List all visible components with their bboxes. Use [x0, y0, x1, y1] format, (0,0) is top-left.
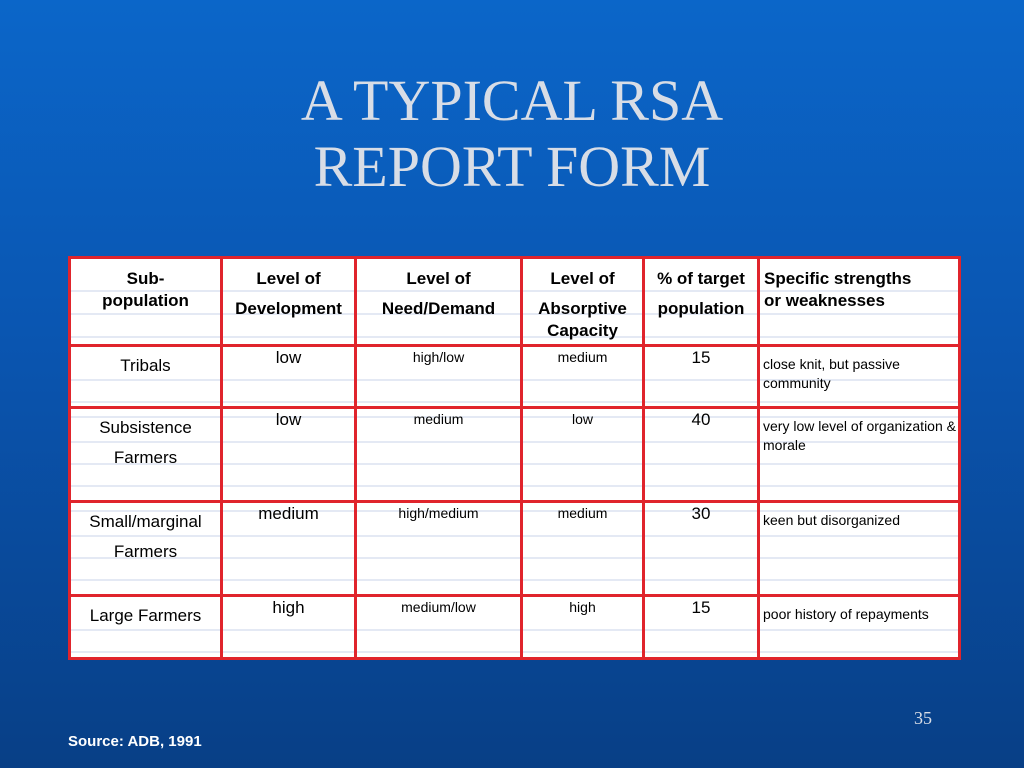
target-value: 30 [691, 504, 711, 523]
subpopulation-name: Small/marginal [89, 512, 202, 531]
cell-development [222, 596, 356, 659]
header-capacity-line2: Absorptive [538, 299, 627, 318]
cell-need [356, 502, 522, 596]
cell-target [644, 346, 759, 408]
capacity-value: medium [557, 505, 608, 521]
cell-notes [759, 346, 960, 408]
cell-target [644, 502, 759, 596]
header-need-demand [356, 258, 522, 346]
header-need-line2: Need/Demand [381, 299, 496, 318]
table-row [70, 596, 960, 659]
cell-development [222, 408, 356, 502]
need-value: medium/low [401, 599, 476, 615]
source-citation: Source: ADB, 1991 [68, 733, 202, 750]
notes-value: close knit, but passive community [763, 356, 900, 391]
subpopulation-name: Large Farmers [89, 606, 202, 625]
target-value: 15 [691, 598, 711, 617]
header-strengths-weaknesses [759, 258, 960, 346]
header-development-line2: Development [235, 299, 342, 318]
notes-value: keen but disorganized [763, 512, 900, 528]
subpopulation-name-line2: Farmers [113, 448, 178, 467]
cell-development [222, 346, 356, 408]
title-line-2: REPORT FORM [313, 134, 711, 199]
subpopulation-name: Tribals [120, 356, 171, 375]
cell-notes [759, 408, 960, 502]
need-value: high/low [412, 349, 465, 365]
table-row [70, 408, 960, 502]
table-row [70, 502, 960, 596]
cell-target [644, 408, 759, 502]
cell-development [222, 502, 356, 596]
header-subpopulation [70, 258, 222, 346]
subpopulation-name-line2: Farmers [113, 542, 178, 561]
capacity-value: medium [557, 349, 608, 365]
header-target-line1: % of target [657, 269, 745, 288]
cell-subpopulation [70, 408, 222, 502]
need-value: medium [413, 411, 464, 427]
header-strengths-line2: or weaknesses [764, 291, 885, 310]
cell-target [644, 596, 759, 659]
subpopulation-name: Subsistence [99, 418, 192, 437]
development-value: low [275, 410, 302, 429]
development-value: low [275, 348, 302, 367]
notes-value: very low level of organization & morale [763, 418, 956, 453]
header-capacity-line1: Level of [550, 269, 615, 288]
target-value: 40 [691, 410, 711, 429]
header-strengths-line1: Specific strengths [764, 269, 912, 288]
need-value: high/medium [398, 505, 479, 521]
header-target-line2: population [657, 299, 745, 318]
table-header-row [70, 258, 960, 346]
cell-subpopulation [70, 346, 222, 408]
cell-subpopulation [70, 596, 222, 659]
cell-notes [759, 596, 960, 659]
capacity-value: low [571, 411, 593, 427]
header-need-line1: Level of [406, 269, 471, 288]
header-development-line1: Level of [256, 269, 321, 288]
header-absorptive-capacity [522, 258, 644, 346]
cell-capacity [522, 346, 644, 408]
table-row [70, 346, 960, 408]
cell-capacity [522, 502, 644, 596]
header-subpopulation-line1: Sub- [126, 269, 165, 288]
header-capacity-line3: Capacity [547, 321, 618, 340]
header-target-population [644, 258, 759, 346]
development-value: medium [258, 504, 319, 523]
capacity-value: high [569, 599, 596, 615]
notes-value: poor history of repayments [763, 606, 929, 622]
cell-need [356, 596, 522, 659]
cell-notes [759, 502, 960, 596]
cell-need [356, 408, 522, 502]
header-development [222, 258, 356, 346]
cell-capacity [522, 408, 644, 502]
page-number: 35 [914, 708, 932, 728]
development-value: high [272, 598, 305, 617]
cell-capacity [522, 596, 644, 659]
cell-need [356, 346, 522, 408]
rsa-report-table [68, 256, 961, 660]
title-line-1: A TYPICAL RSA [300, 68, 724, 133]
slide-title [0, 68, 1024, 200]
header-subpopulation-line2: population [102, 291, 189, 310]
target-value: 15 [691, 348, 711, 367]
cell-subpopulation [70, 502, 222, 596]
